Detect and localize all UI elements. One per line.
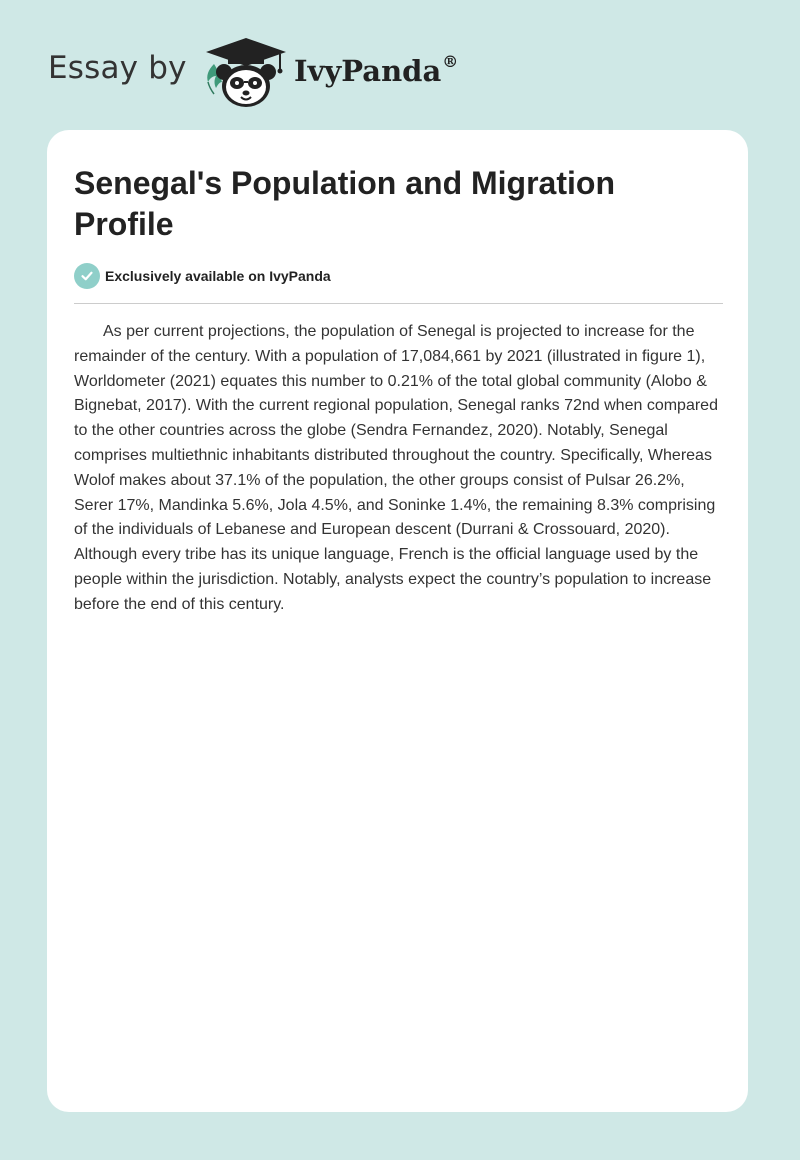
essay-card: [47, 130, 748, 1112]
page-title: Senegal's Population and Migration Profile: [74, 165, 615, 242]
registered-mark: ®: [442, 52, 459, 71]
divider: [74, 303, 723, 304]
checkmark-icon: [74, 263, 100, 289]
brand-text: IvyPanda: [294, 54, 442, 88]
essay-paragraph: As per current projections, the population of Senegal is projected to increase for the remainder of the century. With a population of 17,084,661 by 2021 (illustrated in figure 1), Worldometer (2021) equates this number to 0.21% of the total global community (Alobo & Bignebat, 2017). With the current regional population, Senegal ranks 72nd when compared to the other countries across the globe (Sendra Fernandez, 2020). Notably, Senegal comprises multiethnic inhabitants distributed throughout the country. Specifically, Whereas Wolof makes about 37.1% of the population, the other groups consist of Pulsar 26.2%, Serer 17%, Mandinka 5.6%, Jola 4.5%, and Soninke 1.4%, the remaining 8.3% comprising of the individuals of Lebanese and European descent (Durrani & Crossouard, 2020). Although every tribe has its unique language, French is the official language used by the people within the jurisdiction. Notably, analysts expect the country’s population to increase before the end of this century.: [74, 323, 718, 613]
badge-label: Exclusively available on IvyPanda: [105, 268, 331, 284]
brand-name[interactable]: [294, 54, 458, 88]
essay-by-label: Essay by: [48, 50, 187, 86]
ivypanda-logo-icon[interactable]: [200, 36, 292, 110]
exclusive-badge: [74, 263, 331, 289]
site-header: [0, 0, 800, 130]
